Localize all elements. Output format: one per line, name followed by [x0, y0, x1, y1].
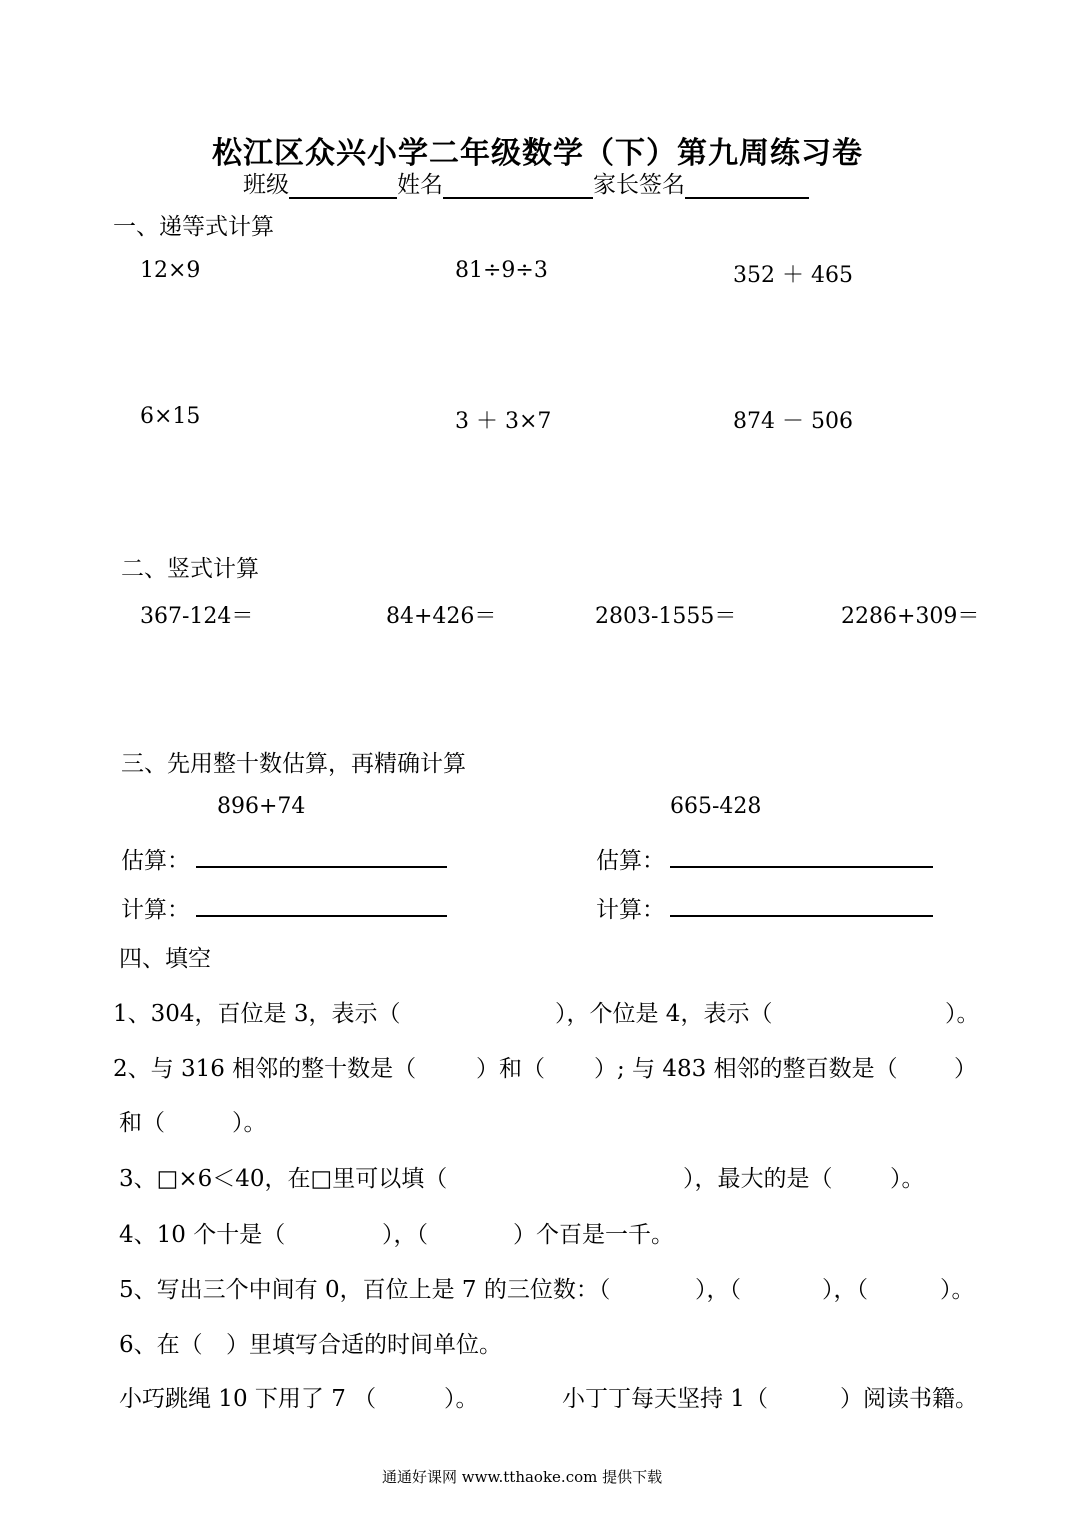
section3-heading: 三、先用整十数估算，再精确计算 — [121, 751, 466, 777]
q6-part-b: ）里填写合适的时间单位。 — [226, 1332, 502, 1358]
q4-part-b: ），（ — [382, 1222, 428, 1248]
s3-right-compute-field[interactable] — [670, 915, 933, 917]
q2-part-b: ）和（ — [476, 1056, 545, 1082]
s1-expr-4: 6×15 — [140, 404, 201, 429]
parent-signature-field[interactable] — [685, 171, 809, 199]
q6-part-a: 6、在（ — [119, 1332, 203, 1358]
q6-left-part-a: 小巧跳绳 10 下用了 7 （ — [119, 1386, 377, 1412]
q2-part-f: ）。 — [232, 1110, 267, 1136]
class-field[interactable] — [289, 171, 397, 199]
q5-part-b: ），（ — [695, 1277, 741, 1303]
s2-item-3: 2803-1555＝ — [595, 604, 737, 629]
section1-heading: 一、递等式计算 — [113, 214, 274, 240]
s2-item-4: 2286+309＝ — [841, 604, 980, 629]
section4-heading: 四、填空 — [119, 946, 211, 972]
section2-heading: 二、竖式计算 — [121, 556, 259, 582]
q5-part-a: 5、写出三个中间有 0，百位上是 7 的三位数：（ — [119, 1277, 611, 1303]
s3-left-estimate-label: 估算： — [121, 848, 190, 874]
parent-signature-label: 家长签名 — [593, 172, 685, 198]
q2-part-c: ）; 与 483 相邻的整百数是（ — [594, 1056, 898, 1082]
s3-right-estimate-field[interactable] — [670, 866, 933, 868]
s1-expr-5: 3 ＋ 3×7 — [455, 409, 552, 434]
s3-left-compute-field[interactable] — [196, 915, 447, 917]
q4-part-c: ）个百是一千。 — [513, 1222, 674, 1248]
s1-expr-1: 12×9 — [140, 258, 201, 283]
s1-expr-2: 81÷9÷3 — [455, 258, 548, 283]
s3-right-compute-label: 计算： — [596, 897, 665, 923]
q5-part-c: ），（ — [822, 1277, 868, 1303]
s2-item-2: 84+426＝ — [386, 604, 497, 629]
q1-part-a: 1、304，百位是 3，表示（ — [113, 1001, 401, 1027]
q1-part-c: ）。 — [945, 1001, 980, 1027]
s3-right-expr: 665-428 — [670, 794, 762, 819]
q3-part-c: ）。 — [890, 1166, 925, 1192]
q2-part-d: ） — [954, 1056, 977, 1082]
q6-right-part-a: 小丁丁每天坚持 1（ — [562, 1386, 768, 1412]
name-label: 姓名 — [397, 172, 443, 198]
q3-part-a: 3、□×6＜40，在□里可以填（ — [119, 1166, 448, 1192]
q6-left-part-b: ）。 — [444, 1386, 479, 1412]
q2-part-a: 2、与 316 相邻的整十数是（ — [113, 1056, 417, 1082]
q3-part-b: ），最大的是（ — [683, 1166, 833, 1192]
q2-part-e: 和（ — [119, 1110, 165, 1136]
header-fields — [243, 166, 809, 199]
q1-part-b: ），个位是 4，表示（ — [555, 1001, 773, 1027]
page-title: 松江区众兴小学二年级数学（下）第九周练习卷 — [212, 136, 863, 171]
s3-left-estimate-field[interactable] — [196, 866, 447, 868]
s3-right-estimate-label: 估算： — [596, 848, 665, 874]
class-label: 班级 — [243, 172, 289, 198]
s1-expr-3: 352 ＋ 465 — [733, 263, 853, 288]
name-field[interactable] — [443, 171, 593, 199]
s1-expr-6: 874 － 506 — [733, 409, 853, 434]
q6-right-part-b: ）阅读书籍。 — [840, 1386, 978, 1412]
s3-left-expr: 896+74 — [217, 794, 306, 819]
footer-credit: 通通好课网 www.tthaoke.com 提供下载 — [382, 1468, 663, 1486]
q5-part-d: ）。 — [940, 1277, 975, 1303]
s2-item-1: 367-124＝ — [140, 604, 254, 629]
s3-left-compute-label: 计算： — [121, 897, 190, 923]
q4-part-a: 4、10 个十是（ — [119, 1222, 286, 1248]
